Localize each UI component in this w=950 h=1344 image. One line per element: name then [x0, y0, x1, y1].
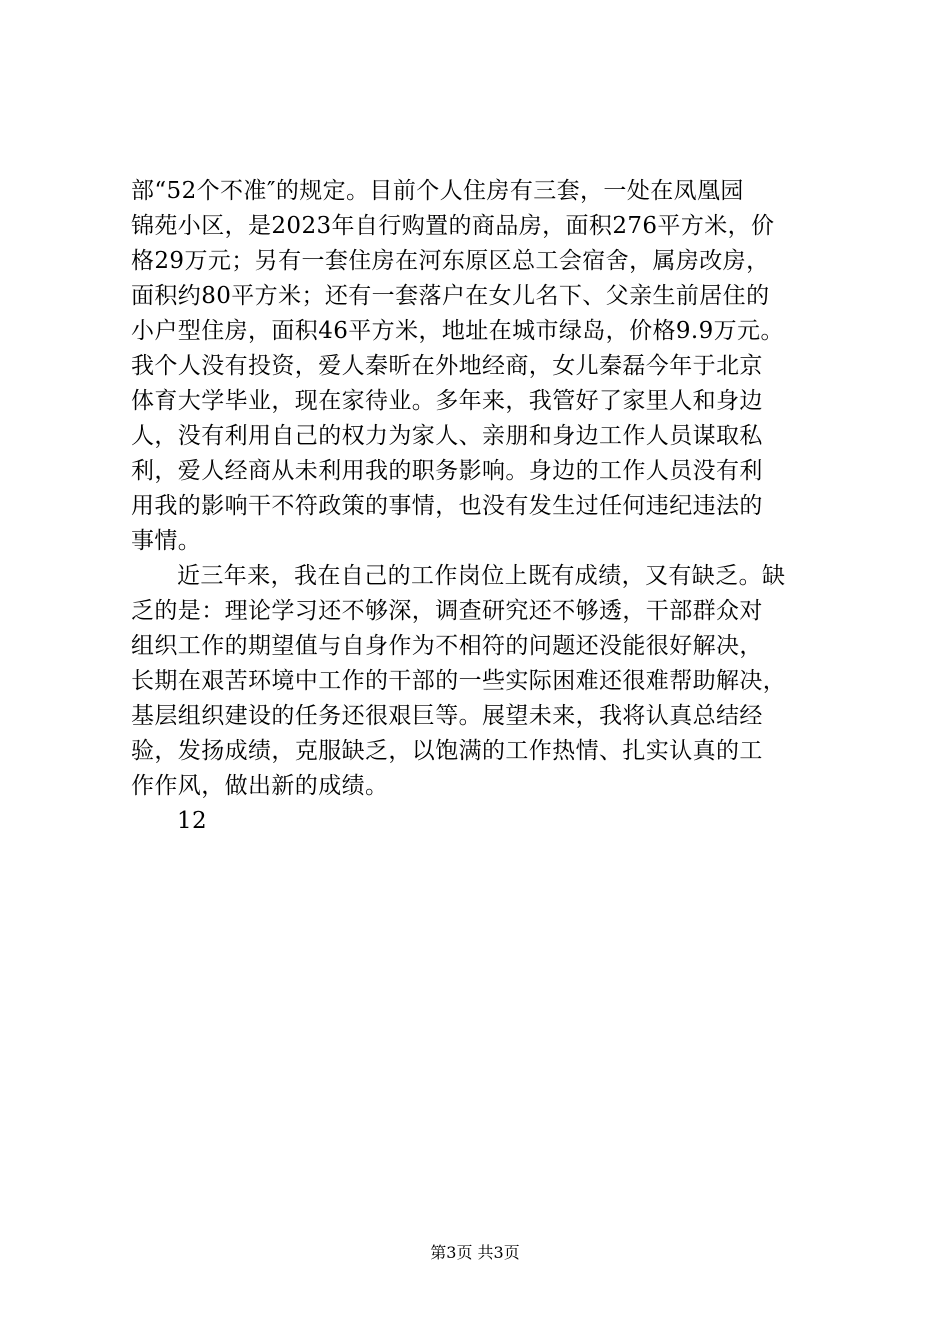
- page-footer: 第3页 共3页: [430, 1243, 520, 1262]
- text-line: 验，发扬成绩，克服缺乏，以饱满的工作热情、扎实认真的工: [131, 738, 763, 764]
- text-line: 体育大学毕业，现在家待业。多年来，我管好了家里人和身边: [131, 388, 763, 414]
- text-line: 小户型住房，面积46平方米，地址在城市绿岛，价格9.9万元。: [131, 318, 784, 344]
- text-line: 格29万元；另有一套住房在河东原区总工会宿舍，属房改房，: [131, 248, 770, 274]
- text-line: 锦苑小区，是2023年自行购置的商品房，面积276平方米，价: [131, 213, 775, 239]
- text-line: 我个人没有投资，爱人秦昕在外地经商，女儿秦磊今年于北京: [131, 353, 763, 379]
- text-line: 利，爱人经商从未利用我的职务影响。身边的工作人员没有利: [131, 458, 763, 484]
- text-line: 面积约80平方米；还有一套落户在女儿名下、父亲生前居住的: [131, 283, 770, 309]
- document-body: [131, 174, 843, 839]
- paragraph-start-line: 近三年来，我在自己的工作岗位上既有成绩，又有缺乏。缺: [177, 563, 786, 589]
- text-line: 部“52个不准″的规定。目前个人住房有三套，一处在凤凰园: [131, 178, 744, 204]
- text-line: 人，没有利用自己的权力为家人、亲朋和身边工作人员谋取私: [131, 423, 763, 449]
- trailing-number: 12: [177, 808, 208, 834]
- text-line: 长期在艰苦环境中工作的干部的一些实际困难还很难帮助解决，: [131, 668, 787, 694]
- text-line: 乏的是：理论学习还不够深，调查研究还不够透，干部群众对: [131, 598, 763, 624]
- text-line: 作作风，做出新的成绩。: [131, 773, 389, 799]
- text-line: 基层组织建设的任务还很艰巨等。展望未来，我将认真总结经: [131, 703, 763, 729]
- text-line: 事情。: [131, 528, 202, 554]
- text-line: 用我的影响干不符政策的事情，也没有发生过任何违纪违法的: [131, 493, 763, 519]
- text-line: 组织工作的期望值与自身作为不相符的问题还没能很好解决，: [131, 633, 763, 659]
